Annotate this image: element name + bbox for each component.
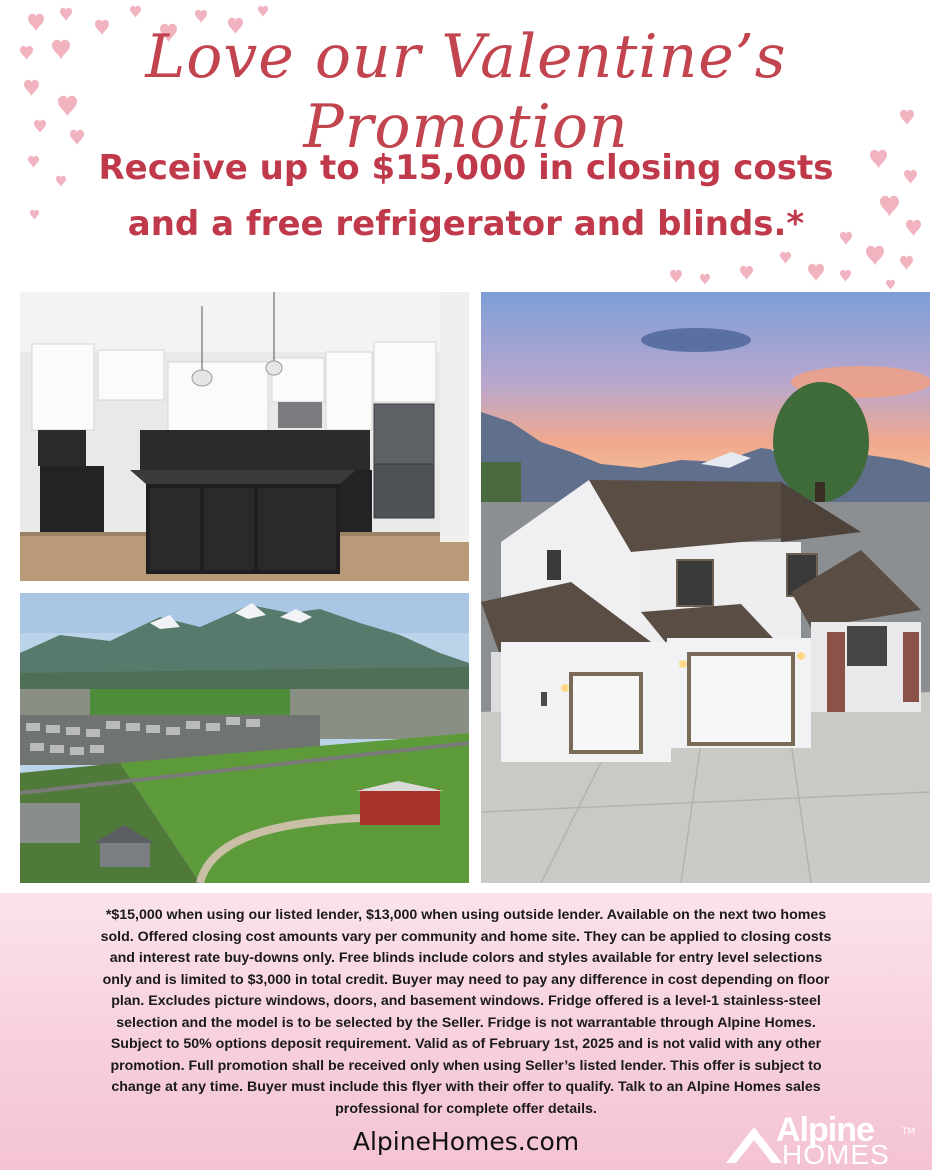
fine-print-line: change at any time. Buyer must include this flyer with their offer to qualify. Talk to an Alpine Homes sales bbox=[111, 1079, 821, 1095]
fine-print-line: professional for complete offer details. bbox=[335, 1100, 597, 1117]
alpine-homes-logo bbox=[724, 1111, 928, 1170]
fine-print-line: Subject to 50% options deposit requirement. Valid as of February 1st, 2025 and is not valid with any other bbox=[110, 1036, 822, 1052]
trademark-mark: TM bbox=[902, 1127, 916, 1137]
kitchen-photo-icon bbox=[20, 292, 469, 581]
flyer-footer bbox=[0, 893, 932, 1170]
house-photo bbox=[481, 292, 930, 883]
flyer-header bbox=[0, 0, 932, 290]
fine-print-line: only and is limited to $3,000 in total credit. Buyer may need to pay any difference in cost depending on floor bbox=[102, 971, 830, 988]
fine-print-line: selection and the model is to be selected by the Seller. Fridge is not warrantable through Alpine Homes. bbox=[116, 1014, 816, 1031]
fine-print-line: plan. Excludes picture windows, doors, and basement windows. Fridge offered is a level-1 stainless-steel bbox=[111, 993, 821, 1009]
fine-print-line: and interest rate buy-downs only. Free blinds include colors and styles available for entry level selections bbox=[109, 950, 823, 966]
headline-line-1: Receive up to $15,000 in closing costs bbox=[98, 148, 834, 188]
fine-print bbox=[40, 905, 892, 1120]
promotion-title: Love our Valentine’s Promotion bbox=[145, 22, 787, 162]
house-exterior-photo-icon bbox=[481, 292, 930, 883]
fine-print-line: *$15,000 when using our listed lender, $13,000 when using outside lender. Available on the next two homes bbox=[105, 907, 827, 923]
kitchen-photo bbox=[20, 292, 469, 581]
logo-text-homes: HOMES bbox=[782, 1139, 890, 1170]
headline-line-2: and a free refrigerator and blinds.* bbox=[127, 204, 805, 244]
promotion-headline bbox=[60, 140, 872, 252]
fine-print-line: sold. Offered closing cost amounts vary per community and home site. They can be applied to closing costs bbox=[100, 928, 832, 945]
logo-text-alpine: Alpine bbox=[776, 1111, 874, 1149]
aerial-photo bbox=[20, 593, 469, 883]
aerial-mountain-photo-icon bbox=[20, 593, 469, 883]
mountain-logo-icon bbox=[724, 1123, 784, 1163]
fine-print-line: promotion. Full promotion shall be received only when using Seller’s listed lender. This offer is subject to bbox=[110, 1057, 822, 1074]
website-link[interactable]: AlpineHomes.com bbox=[352, 1127, 580, 1156]
